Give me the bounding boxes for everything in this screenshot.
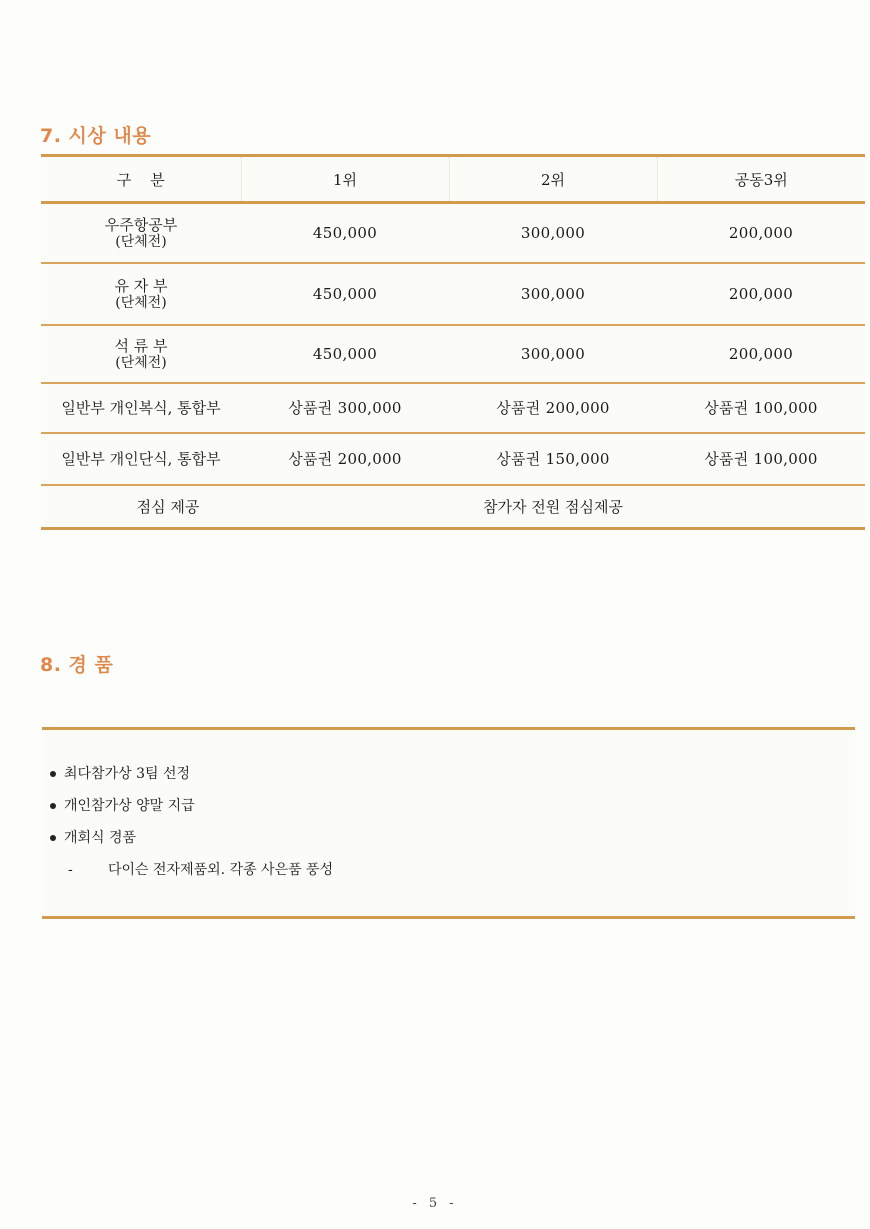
table-row xyxy=(41,433,865,485)
prize-second: 300,000 xyxy=(449,325,657,383)
header-category: 구 분 xyxy=(41,156,241,203)
table-row xyxy=(41,383,865,433)
bullet-icon xyxy=(50,771,56,777)
row-label-main: 유 자 부 xyxy=(114,276,168,295)
row-label: 일반부 개인단식, 통합부 xyxy=(41,433,241,485)
prize-third: 200,000 xyxy=(657,325,865,383)
dash-marker: - xyxy=(68,862,73,878)
gift-item: 개인참가상 양말 지급 xyxy=(64,798,195,814)
gift-item: 최다참가상 3팀 선정 xyxy=(64,766,190,782)
row-label-main: 우주항공부 xyxy=(104,215,178,234)
header-first: 1위 xyxy=(241,156,449,203)
bullet-icon xyxy=(50,835,56,841)
list-item xyxy=(50,828,333,860)
table-row xyxy=(41,325,865,383)
lunch-row xyxy=(41,485,865,529)
prize-first: 상품권 200,000 xyxy=(241,433,449,485)
row-label-sub: (단체전) xyxy=(115,233,167,250)
section-title-awards: 7. 시상 내용 xyxy=(40,125,152,147)
row-label xyxy=(41,263,241,325)
list-item xyxy=(50,796,333,828)
prize-second: 상품권 200,000 xyxy=(449,383,657,433)
prize-second: 상품권 150,000 xyxy=(449,433,657,485)
row-label xyxy=(41,203,241,263)
prize-second: 300,000 xyxy=(449,203,657,263)
list-item xyxy=(50,764,333,796)
gift-subitem: 다이슨 전자제품외. 각종 사은품 풍성 xyxy=(108,862,334,878)
lunch-label: 점심 제공 xyxy=(41,485,241,529)
header-second: 2위 xyxy=(449,156,657,203)
prize-third: 200,000 xyxy=(657,203,865,263)
prize-third: 상품권 100,000 xyxy=(657,383,865,433)
prize-third: 200,000 xyxy=(657,263,865,325)
row-label-sub: (단체전) xyxy=(115,354,167,371)
prize-first: 450,000 xyxy=(241,263,449,325)
row-label-sub: (단체전) xyxy=(115,294,167,311)
prize-second: 300,000 xyxy=(449,263,657,325)
row-label-main: 석 류 부 xyxy=(114,336,168,355)
row-label xyxy=(41,325,241,383)
row-label: 일반부 개인복식, 통합부 xyxy=(41,383,241,433)
prize-first: 450,000 xyxy=(241,203,449,263)
section-title-gifts: 8. 경 품 xyxy=(40,654,114,676)
table-row xyxy=(41,263,865,325)
prize-table xyxy=(41,154,865,530)
bullet-icon xyxy=(50,803,56,809)
lunch-value: 참가자 전원 점심제공 xyxy=(241,485,865,529)
prize-first: 상품권 300,000 xyxy=(241,383,449,433)
gifts-box xyxy=(42,727,855,919)
header-third: 공동3위 xyxy=(657,156,865,203)
page-number: - 5 - xyxy=(412,1196,458,1211)
table-row xyxy=(41,203,865,263)
gift-item: 개회식 경품 xyxy=(64,830,137,846)
prize-first: 450,000 xyxy=(241,325,449,383)
gifts-list xyxy=(50,764,333,892)
table-header-row xyxy=(41,156,865,203)
list-subitem xyxy=(50,860,333,892)
prize-third: 상품권 100,000 xyxy=(657,433,865,485)
